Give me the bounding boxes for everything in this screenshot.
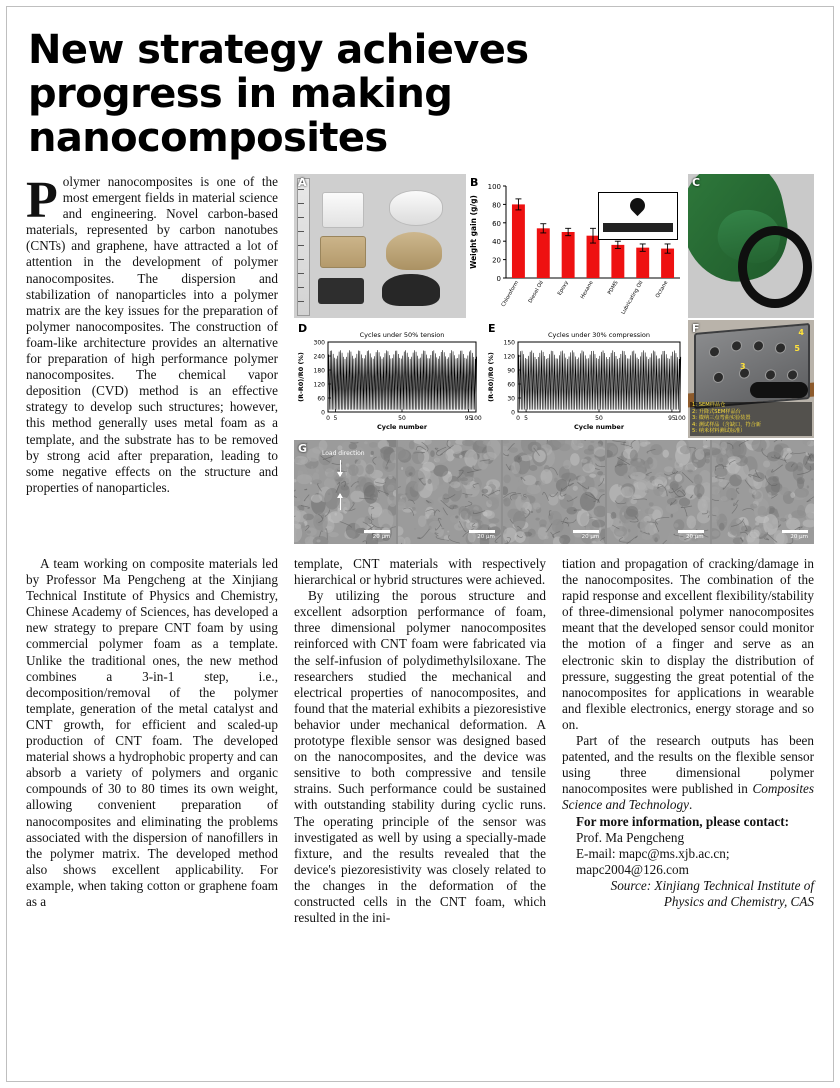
column3-paragraph-2 (562, 733, 814, 813)
figure-row-1 (294, 174, 814, 318)
svg-text:Cycles under 50% tension: Cycles under 50% tension (359, 331, 445, 339)
panel-label-a: A (298, 176, 307, 189)
panel-label-d: D (298, 322, 308, 335)
svg-text:Cycles under 30% compression: Cycles under 30% compression (547, 331, 651, 339)
svg-text:120: 120 (313, 381, 325, 389)
column-1-continued (26, 556, 278, 926)
scale-label-5: 20 µm (790, 534, 809, 540)
figure-row-2 (294, 320, 814, 438)
column-1-top (26, 174, 278, 496)
bottom-columns (26, 556, 814, 926)
figure-panel-group (294, 174, 814, 544)
panel-f-number-4: 4 (798, 328, 804, 337)
svg-text:100: 100 (470, 415, 482, 422)
water-droplet-shape (627, 195, 648, 216)
panel-a-sample-photo (294, 174, 466, 318)
scale-label-4: 20 µm (686, 534, 704, 540)
column3-paragraph-1: tiation and propagation of cracking/damage in the nanocomposites. The combination of the rapid response and excellent flexibility/stability of three-dimensional polymer nanocomposites meant that the developed sensor could monitor the motion of a finger and serve as an electronic skin to display the distribution of pressure, suggesting the great potential of the nanocomposites for applications in wearable and flexible electronics, energy storage and so on. (562, 556, 814, 732)
svg-text:120: 120 (503, 353, 515, 361)
svg-text:Hexane: Hexane (579, 280, 595, 301)
svg-text:(R-R0)/R0 (%): (R-R0)/R0 (%) (297, 352, 305, 402)
panel-f-legend (690, 402, 812, 436)
svg-text:95: 95 (464, 415, 473, 422)
paragraph-2: A team working on composite materials led by Professor Ma Pengcheng at the Xinjiang Technical Institute of Physics and Chemistry, Chinese Academy of Sciences, has developed a new strategy to prepare CNT foam by using commercial polymer foam as a template. Unlike the traditional ones, the new method combines a 3-in-1 step, i.e., decomposition/removal of the polymer template, generation of the metal catalyst and CNT growth, for efficient and scaled-up production of CNT foam. The developed material shows a hydrophobic property and can absorb a variety of polymers and organic compounds of 30 to 80 times its own weight, allowing convenient preparation of nanocomposites and eliminating the problems associated with the dispersion of nanofillers in the polymer matrix. The developed method also shows excellent applicability. For example, when taking cotton or graphene foam as a (26, 556, 278, 909)
sample-black-dome (382, 274, 440, 306)
scale-bar (573, 530, 599, 533)
lead-paragraph-text: olymer nanocomposites is one of the most emergent fields in material science and engineering. Novel carbon-based materials, represented by carbon nanotubes (CNTs) and graphene, have attracted a lot of attention in the development of polymer nanocomposites. The dispersion and stabilization of nanoparticles into a polymer matrix are the key issues for the preparation of polymer nanocomposites. The construction of foam-like architecture provides an alternative for preparation of high performance polymer nanocomposites. The chemical vapor deposition (CVD) method is an effective strategy to develop such structures; however, this method generally uses metal foam as a template, and the substrate has to be removed by strong acid after preparation, leading to some negative effects on the structure and properties of nanoparticles. (26, 174, 278, 495)
sample-white-disc (389, 190, 443, 226)
sem-texture (503, 440, 605, 544)
svg-text:60: 60 (317, 395, 325, 403)
source-credit: Source: Xinjiang Technical Institute of Physics and Chemistry, CAS (610, 877, 814, 909)
svg-text:150: 150 (503, 339, 515, 347)
panel-label-c: C (692, 176, 701, 189)
journal-name: Composites Science and Technology (562, 781, 814, 813)
svg-text:Cycle number: Cycle number (376, 423, 428, 431)
page-title: New strategy achieves progress in making nanocomposites (28, 27, 529, 161)
svg-text:0: 0 (326, 415, 330, 422)
svg-text:5: 5 (524, 415, 529, 422)
panel-e-compression-cycles (484, 320, 688, 438)
caliper-device (750, 382, 808, 398)
sem-texture (398, 440, 500, 544)
svg-text:Octane: Octane (654, 280, 670, 300)
column-3 (562, 556, 814, 926)
svg-text:Epoxy: Epoxy (556, 280, 570, 297)
sem-image-3 (503, 440, 605, 544)
svg-text:95: 95 (668, 415, 676, 422)
svg-text:Diesel Oil: Diesel Oil (527, 280, 546, 305)
drop-cap: P (26, 172, 58, 229)
tension-cycle-plot (294, 320, 484, 438)
contact-angle-inset (598, 192, 678, 240)
sem-image-5 (712, 440, 814, 544)
sample-white-cube (322, 192, 364, 228)
scale-bar (678, 530, 704, 533)
svg-text:100: 100 (674, 415, 686, 422)
svg-text:0: 0 (321, 409, 325, 417)
ruler-graphic (297, 178, 310, 316)
panel-label-f: F (692, 322, 700, 335)
svg-text:80: 80 (492, 201, 501, 210)
svg-text:30: 30 (507, 395, 515, 403)
panel-c-hand-photo (688, 174, 814, 318)
column3-paragraph-2a: Part of the research outputs has been patented, and the results on the flexible sensor using three dimensional polymer nanocomposites were published in (562, 733, 814, 797)
legend-line-3: 3: 微纳三点弯曲实验装置 (692, 415, 751, 422)
svg-text:0: 0 (516, 415, 520, 422)
panel-f-number-3: 3 (740, 362, 746, 371)
legend-line-1: 1: SEM样品仓 (692, 402, 726, 408)
contact-name: Prof. Ma Pengcheng (576, 829, 685, 845)
scale-bar (364, 530, 390, 533)
sem-image-2 (398, 440, 500, 544)
svg-text:Weight gain (g/g): Weight gain (g/g) (469, 195, 478, 269)
scale-label-3: 20 µm (581, 534, 600, 540)
legend-line-5: 5: 纳米材料测试标准） (692, 428, 746, 435)
lead-paragraph (26, 174, 278, 496)
svg-text:60: 60 (507, 381, 515, 389)
svg-text:40: 40 (492, 238, 501, 247)
svg-text:90: 90 (507, 367, 515, 375)
compression-cycle-plot (484, 320, 688, 438)
sem-image-1 (294, 440, 396, 544)
svg-text:0: 0 (496, 275, 501, 283)
column3-paragraph-2b: . (688, 797, 693, 813)
svg-text:Chloroform: Chloroform (500, 280, 521, 308)
sem-texture (712, 440, 814, 544)
contact-email-2[interactable]: mapc2004@126.com (576, 861, 689, 877)
panel-d-tension-cycles (294, 320, 484, 438)
sample-black-block (318, 278, 364, 304)
sem-texture (607, 440, 709, 544)
svg-text:PDMS: PDMS (606, 280, 620, 296)
top-section (26, 174, 814, 544)
svg-text:180: 180 (313, 367, 325, 375)
panel-f-number-5: 5 (794, 344, 800, 353)
legend-line-4: 4: 测试样品（含缺口，符合新 (692, 421, 761, 428)
svg-text:Cycle number: Cycle number (573, 423, 625, 431)
panel-g-sem-series (294, 440, 814, 544)
svg-text:60: 60 (492, 219, 501, 228)
scale-label-2: 20 µm (477, 534, 495, 540)
panel-label-e: E (488, 322, 496, 335)
scale-label-1: 20 µm (372, 534, 391, 540)
panel-b-bar-chart (466, 174, 688, 318)
panel-label-b: B (470, 176, 479, 189)
column2-paragraph-2: By utilizing the porous structure and excellent adsorption performance of foam, three dimensional polymer nanocomposites reinforced with CNT foam were fabricated via the self-infusion of polydimethylsiloxane. The researchers studied the mechanical and electrical properties of nanocomposites, and found that the material exhibits a piezoresistive behavior under mechanical deformation. A prototype flexible sensor was designed based on the nanocomposites, and the device was sensitive to both compressive and tensile strains. Such performance could be sustained with outstanding stability during cyclic runs. The operating principle of the sensor was investigated as well by using a specially-made fixture, and the results revealed that the device's piezoresistivity was closely related to the changes in the deformation of the constructed cells in the CNT foam, which resulted in the ini- (294, 588, 546, 926)
svg-text:300: 300 (313, 339, 325, 347)
svg-text:0: 0 (511, 409, 515, 417)
panel-f-instrument-photo (688, 320, 814, 438)
sample-tan-dome (386, 232, 442, 270)
flexible-foam-ring (738, 226, 812, 308)
svg-text:240: 240 (313, 353, 325, 361)
scale-bar (782, 530, 808, 533)
panel-label-g: G (298, 442, 308, 455)
svg-text:5: 5 (333, 415, 338, 422)
svg-text:Lubricating Oil: Lubricating Oil (620, 280, 645, 316)
svg-text:100: 100 (487, 183, 501, 191)
svg-text:50: 50 (398, 415, 406, 422)
load-arrow-down-icon (340, 460, 341, 476)
svg-text:50: 50 (595, 415, 603, 422)
svg-text:(R-R0)/R0 (%): (R-R0)/R0 (%) (487, 352, 495, 402)
load-arrow-up-icon (340, 494, 341, 510)
contact-email-1[interactable]: E-mail: mapc@ms.xjb.ac.cn; (576, 845, 730, 861)
sem-image-4 (607, 440, 709, 544)
column-2 (294, 556, 546, 926)
svg-text:20: 20 (492, 256, 501, 265)
load-direction-label: Load direction (322, 450, 365, 457)
sample-tan-block (320, 236, 366, 268)
substrate-surface (603, 223, 673, 232)
column2-paragraph-1: template, CNT materials with respectively hierarchical or hybrid structures were achieved. (294, 556, 546, 588)
contact-heading: For more information, please contact: (576, 813, 790, 829)
legend-line-2: 2: 升降式SEM样品台 (692, 408, 741, 415)
scale-bar (469, 530, 495, 533)
